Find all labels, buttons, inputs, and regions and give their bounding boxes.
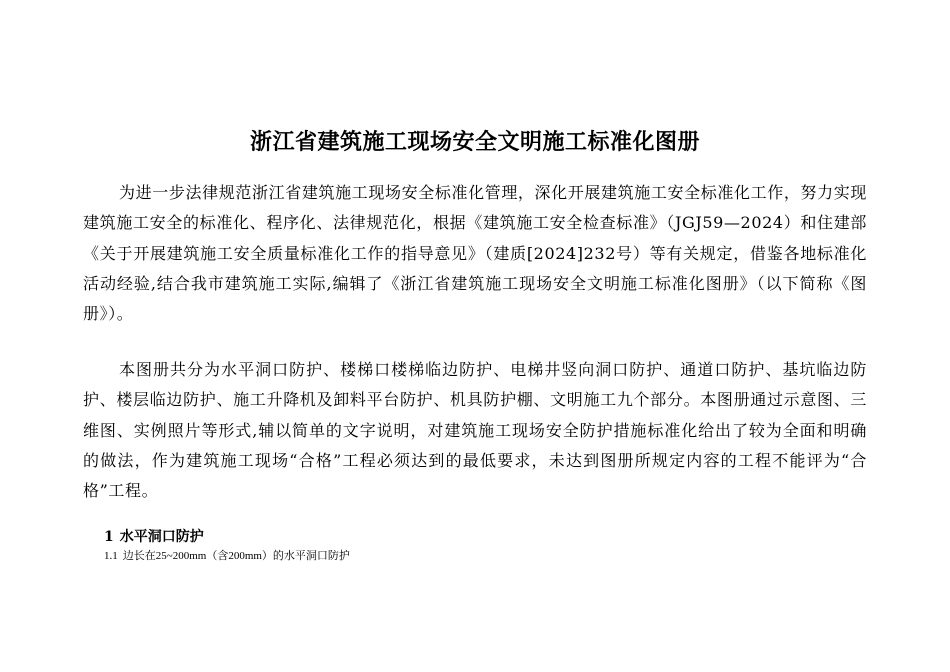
subsection-heading	[104, 549, 350, 563]
section-number: 1	[104, 529, 114, 545]
document-title: 浙江省建筑施工现场安全文明施工标准化图册	[249, 130, 700, 155]
subsection-number: 1.1	[104, 550, 118, 562]
subsection-title: 边长在25~200mm（含200mm）的水平洞口防护	[122, 550, 350, 562]
section-heading	[104, 528, 204, 546]
section-title: 水平洞口防护	[119, 529, 204, 545]
intro-paragraph: 为进一步法律规范浙江省建筑施工现场安全标准化管理，深化开展建筑施工安全标准化工作，努力实现建筑施工安全的标准化、程序化、法律规范化，根据《建筑施工安全检查标准》（JGJ59—2024）和住建部《关于开展建筑施工安全质量标准化工作的指导意见》（建质[2024]232号）等有关规定，借鉴各地标准化活动经验,结合我市建筑施工实际,编辑了《浙江省建筑施工现场安全文明施工标准化图册》（以下简称《图册》）。	[83, 183, 867, 324]
scope-paragraph: 本图册共分为水平洞口防护、楼梯口楼梯临边防护、电梯井竖向洞口防护、通道口防护、基坑临边防护、楼层临边防护、施工升降机及卸料平台防护、机具防护棚、文明施工九个部分。本图册通过示意图、三维图、实例照片等形式,辅以简单的文字说明，对建筑施工现场安全防护措施标准化给出了较为全面和明确的做法，作为建筑施工现场“合格”工程必须达到的最低要求，未达到图册所规定内容的工程不能评为“合格”工程。	[83, 360, 867, 501]
